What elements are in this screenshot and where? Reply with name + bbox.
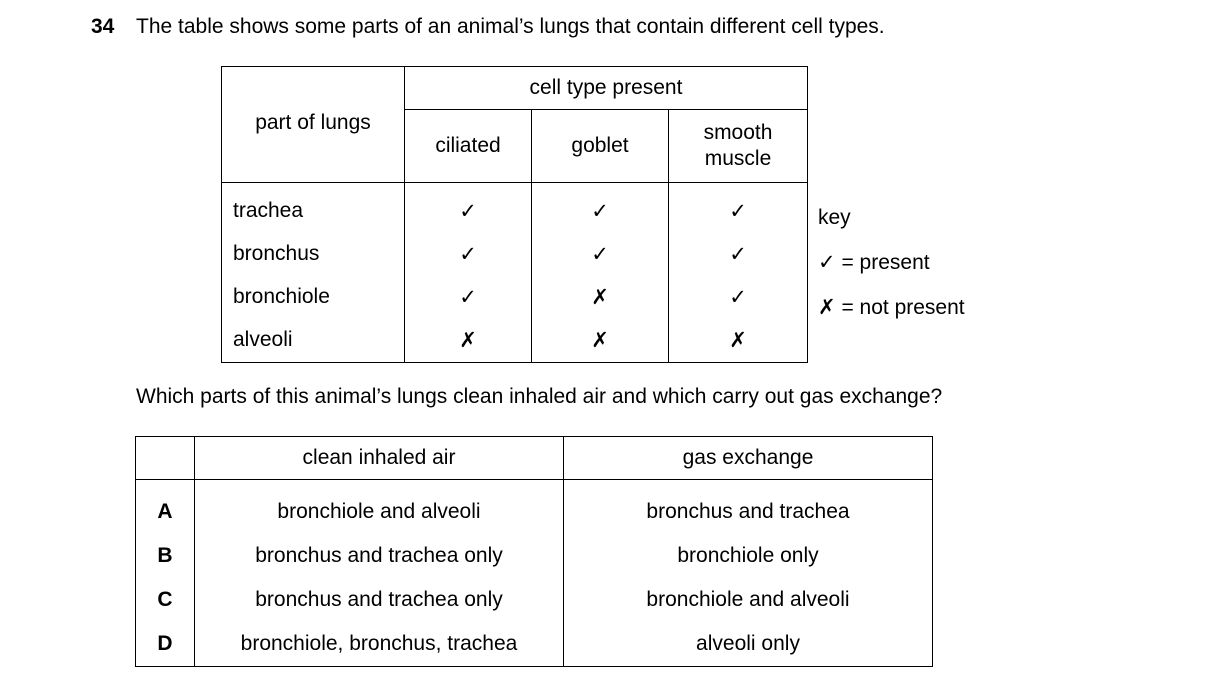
- option-clean: bronchiole and alveoli: [195, 480, 564, 535]
- part-of-lungs-header: part of lungs: [222, 67, 405, 183]
- answer-options-table: [135, 436, 933, 667]
- table-row: [222, 183, 808, 233]
- cross-icon: ✗: [532, 318, 669, 363]
- row-part-name: bronchus: [222, 232, 405, 275]
- cross-icon: ✗: [532, 275, 669, 318]
- goblet-header: goblet: [532, 110, 669, 183]
- option-clean: bronchiole, bronchus, trachea: [195, 622, 564, 667]
- gas-exchange-header: gas exchange: [564, 437, 933, 480]
- key-present: [818, 240, 965, 285]
- option-row-c[interactable]: [136, 578, 933, 622]
- option-row-a[interactable]: [136, 480, 933, 535]
- option-letter: A: [136, 480, 195, 535]
- option-clean: bronchus and trachea only: [195, 578, 564, 622]
- cell-type-table: [221, 66, 808, 363]
- option-letter: D: [136, 622, 195, 667]
- smooth-muscle-line1: smooth: [703, 121, 773, 144]
- check-icon: ✓: [405, 232, 532, 275]
- key-present-text: = present: [841, 251, 930, 274]
- check-icon: ✓: [532, 183, 669, 233]
- check-icon: ✓: [669, 183, 808, 233]
- subquestion-text: Which parts of this animal’s lungs clean inhaled air and which carry out gas exchange?: [136, 385, 943, 408]
- option-gas: alveoli only: [564, 622, 933, 667]
- check-icon: ✓: [669, 232, 808, 275]
- question-text: The table shows some parts of an animal’s lungs that contain different cell types.: [136, 15, 885, 38]
- key-absent: [818, 285, 965, 330]
- key-absent-text: = not present: [841, 296, 965, 319]
- option-letter: B: [136, 534, 195, 578]
- option-letter: C: [136, 578, 195, 622]
- smooth-muscle-line2: muscle: [704, 147, 772, 170]
- ciliated-header: ciliated: [405, 110, 532, 183]
- letter-header: [136, 437, 195, 480]
- smooth-muscle-header: [669, 110, 808, 183]
- row-part-name: alveoli: [222, 318, 405, 363]
- check-icon: ✓: [405, 275, 532, 318]
- check-icon: ✓: [669, 275, 808, 318]
- option-row-b[interactable]: [136, 534, 933, 578]
- key-legend: [818, 196, 965, 330]
- cross-icon: ✗: [669, 318, 808, 363]
- clean-air-header: clean inhaled air: [195, 437, 564, 480]
- table-row: [222, 318, 808, 363]
- option-gas: bronchiole and alveoli: [564, 578, 933, 622]
- key-title: key: [818, 206, 851, 229]
- option-gas: bronchiole only: [564, 534, 933, 578]
- cross-icon: ✗: [405, 318, 532, 363]
- option-clean: bronchus and trachea only: [195, 534, 564, 578]
- row-part-name: trachea: [222, 183, 405, 233]
- question-number: 34: [91, 15, 115, 38]
- option-gas: bronchus and trachea: [564, 480, 933, 535]
- table-row: [222, 232, 808, 275]
- check-icon: ✓: [405, 183, 532, 233]
- row-part-name: bronchiole: [222, 275, 405, 318]
- check-icon: ✓: [818, 250, 836, 274]
- check-icon: ✓: [532, 232, 669, 275]
- table-row: [222, 275, 808, 318]
- option-row-d[interactable]: [136, 622, 933, 667]
- cell-type-present-header: cell type present: [405, 67, 808, 110]
- cross-icon: ✗: [818, 295, 836, 319]
